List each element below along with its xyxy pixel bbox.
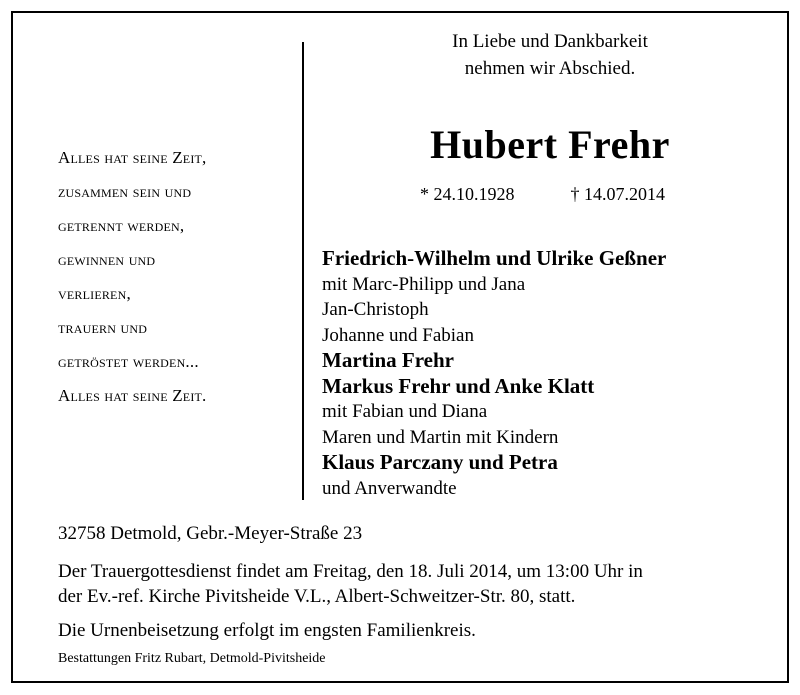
mourner-line: Jan-Christoph xyxy=(322,299,429,320)
verse xyxy=(58,148,298,420)
mourner-line: mit Marc-Philipp und Jana xyxy=(322,273,526,295)
mourner-line: mit Fabian und Diana xyxy=(322,401,488,422)
mourner-line: und Anverwandte xyxy=(322,477,457,499)
mourner-line: Friedrich-Wilhelm und Ulrike Geßner xyxy=(322,246,667,270)
mourner-line: Klaus Parczany und Petra xyxy=(322,450,558,474)
service-line: der Ev.-ref. Kirche Pivitsheide V.L., Albert-Schweitzer-Str. 80, statt. xyxy=(58,586,576,607)
undertaker: Bestattungen Fritz Rubart, Detmold-Pivitsheide xyxy=(58,651,326,666)
intro-line: In Liebe und Dankbarkeit xyxy=(452,31,648,52)
verse-line: verlieren, xyxy=(58,284,131,303)
verse-line: Alles hat seine Zeit. xyxy=(58,386,207,405)
service-line: Der Trauergottesdienst findet am Freitag, den 18. Juli 2014, um 13:00 Uhr in xyxy=(58,561,643,582)
mourner-line: Markus Frehr und Anke Klatt xyxy=(322,373,595,398)
verse-line: trauern und xyxy=(58,318,148,337)
birth-date: * 24.10.1928 xyxy=(420,184,515,204)
verse-line: zusammen sein und xyxy=(58,182,192,201)
life-dates xyxy=(420,184,665,205)
verse-line: Alles hat seine Zeit, xyxy=(58,148,207,167)
service-info xyxy=(58,559,778,609)
death-date: † 14.07.2014 xyxy=(570,184,665,204)
mourner-line: Johanne und Fabian xyxy=(322,324,474,346)
mourner-line: Martina Frehr xyxy=(322,348,454,372)
intro-line: nehmen wir Abschied. xyxy=(464,58,636,79)
burial-info: Die Urnenbeisetzung erfolgt im engsten Familienkreis. xyxy=(58,620,476,641)
verse-line: getrennt werden, xyxy=(58,216,185,235)
deceased-name: Hubert Frehr xyxy=(430,122,670,167)
mourner-line: Maren und Martin mit Kindern xyxy=(322,426,559,448)
mourners-list xyxy=(322,246,762,501)
family-address: 32758 Detmold, Gebr.-Meyer-Straße 23 xyxy=(58,523,363,544)
verse-line: gewinnen und xyxy=(58,250,156,269)
intro-text xyxy=(390,28,710,82)
verse-line: getröstet werden... xyxy=(58,352,199,371)
vertical-divider xyxy=(302,42,304,500)
